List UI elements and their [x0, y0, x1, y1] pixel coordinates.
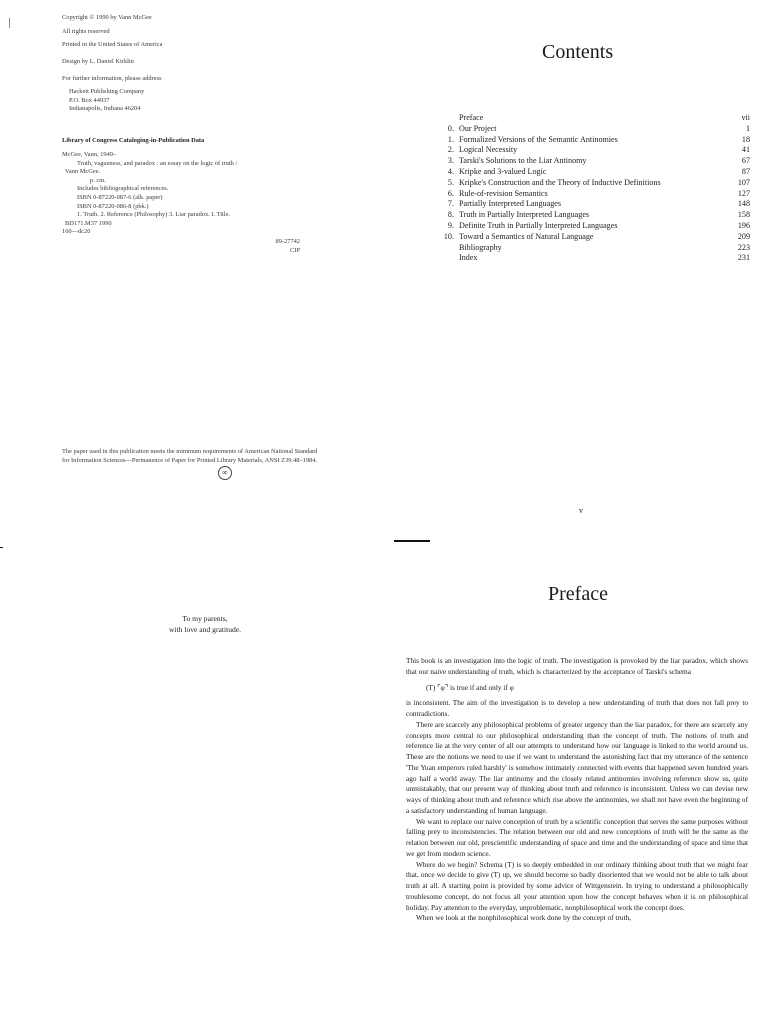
- preface-body: [406, 656, 748, 924]
- rights-line: All rights reserved: [62, 28, 110, 35]
- address-line: Hackett Publishing Company: [69, 88, 145, 95]
- design-line: Design by L. Daniel Kirklin: [62, 58, 134, 65]
- toc-entry[interactable]: 9. Definite Truth in Partially Interpreted Languages 196: [447, 221, 750, 230]
- toc-entry[interactable]: 5. Kripke's Construction and the Theory of Inductive Definitions 107: [447, 177, 750, 187]
- printed-line: Printed in the United States of America: [62, 41, 163, 48]
- toc-entry[interactable]: 4. Kripke and 3-valued Logic 87: [447, 167, 750, 176]
- toc-entry[interactable]: 10. Toward a Semantics of Natural Language 209: [443, 231, 750, 241]
- permanent-paper-symbol: ∞: [218, 466, 232, 480]
- paper-notice: [62, 448, 317, 465]
- cip-label: CIP: [290, 247, 300, 254]
- info-line: For further information, please address: [62, 75, 162, 82]
- toc-entry[interactable]: 1. Formalized Versions of the Semantic Antinomies 18: [447, 134, 750, 144]
- paragraph: Where do we begin? Schema (T) is so deeply embedded in our ordinary thinking about truth that we might fear that, once we decide to give (T) up, we should become so badly disoriented that we would not be able to talk about truth at all. A starting point is provided by some advice of Wittgenstein. In trying to understand a philosophically troublesome concept, do not focus all your attention upon how the concept behaves when it is on philosophical holiday. Pay attention to the everyday, unproblematic, nonphilosophical work the concept does.: [406, 859, 748, 912]
- copyright-line: Copyright © 1990 by Vann McGee: [62, 14, 152, 21]
- paper-notice-line: for Information Sciences—Permanence of Paper for Printed Library Materials, ANSI Z39.48–1984.: [62, 456, 318, 464]
- dedication-line: with love and gratitude.: [168, 624, 242, 634]
- dedication-line: To my parents,: [182, 614, 228, 623]
- scan-artifact-mark: [0, 547, 3, 548]
- cip-line: BD171.M37 1990: [65, 219, 112, 227]
- dedication: [120, 614, 290, 635]
- page-title: Contents: [542, 41, 614, 63]
- paragraph: is inconsistent. The aim of the investigation is to develop a new understanding of truth that does not fall prey to contradictions.: [406, 698, 748, 718]
- paper-notice-line: The paper used in this publication meets the minimum requirements of American National Standard: [62, 448, 318, 455]
- toc-entry[interactable]: 7. Partially Interpreted Languages 148: [447, 199, 750, 209]
- toc-entry[interactable]: Bibliography 223: [459, 242, 750, 252]
- cip-heading: Library of Congress Cataloging-in-Publication Data: [62, 137, 205, 144]
- paragraph: There are scarcely any philosophical problems of greater urgency than the liar paradox, for there are scarcely any concepts more central to our philosophical understanding than the concept of truth. The notions of truth and reference lie at the very center of all our attempts to understand how our language is linked to the world around us. These are the notions we need to use if we want to understand the astonishing fact that my utterance of the sentence 'The Yuan emperors ruled harshly' is somehow intimately connected with events that happened seven hundred years ago half a world away. The liar antinomy and the closely related antinomies involving reference show us, quite unmistakably, that our present way of thinking about truth and reference is inconsistent. Unless we can devise new ways of thinking about truth and reference which rise above the antinomies, we shall not have even the beginning of a satisfactory understanding of human language.: [406, 719, 748, 815]
- cip-line: Truth, vagueness, and paradox : an essay on the logic of truth /: [77, 159, 238, 167]
- toc-list: [440, 113, 766, 273]
- toc-entry[interactable]: Preface vii: [459, 113, 750, 122]
- toc-entry[interactable]: 0. Our Project 1: [447, 123, 750, 133]
- address-line: Indianapolis, Indiana 46204: [69, 105, 141, 113]
- toc-entry[interactable]: 6. Rule-of-revision Semantics 127: [447, 188, 750, 198]
- cip-line: ISBN 0-87220-087-6 (alk. paper): [77, 193, 163, 201]
- scan-artifact-mark: [9, 18, 10, 28]
- toc-entry[interactable]: 8. Truth in Partially Interpreted Languages 158: [447, 210, 750, 220]
- publisher-address: [69, 88, 144, 114]
- paragraph: We want to replace our naive conception of truth by a scientific conception that serves the same purposes without falling prey to inconsistencies. The relation between our old and new conceptions of truth will be the same as the relation between our old, prescientific understanding of space and time and the understanding of space and time that we get from modern science.: [406, 816, 748, 858]
- paragraph: This book is an investigation into the logic of truth. The investigation is provoked by the liar paradox, which shows that our naive understanding of truth, which is characterized by the acceptance of Tarski's schema: [406, 656, 748, 676]
- cip-line: Vann McGee.: [65, 168, 101, 176]
- toc-entry[interactable]: 2. Logical Necessity 41: [447, 145, 750, 155]
- cip-line: 1. Truth. 2. Reference (Philosophy) 3. Liar paradox. I. Title.: [77, 211, 231, 219]
- toc-entry[interactable]: 3. Tarski's Solutions to the Liar Antinomy 67: [447, 156, 750, 166]
- schema-t: (T) ⌜φ⌝ is true if and only if φ: [426, 682, 514, 692]
- cip-number: 89-27742: [275, 238, 300, 245]
- class-number: 160—dc20: [62, 228, 91, 236]
- page-title: Preface: [548, 583, 608, 605]
- cip-block: [62, 151, 237, 237]
- paragraph: When we look at the nonphilosophical work done by the concept of truth,: [416, 913, 632, 923]
- cip-line: ISBN 0-87220-086-8 (pbk.): [77, 202, 149, 210]
- toc-entry[interactable]: Index 231: [459, 253, 750, 263]
- cip-line: Includes bibliographical references.: [77, 185, 169, 193]
- scan-artifact-rule: [394, 540, 430, 542]
- cip-line: McGee, Vann, 1949–: [62, 151, 117, 158]
- page-folio: v: [579, 506, 583, 515]
- address-line: P.O. Box 44937: [69, 96, 110, 104]
- cip-line: p. cm.: [90, 176, 106, 184]
